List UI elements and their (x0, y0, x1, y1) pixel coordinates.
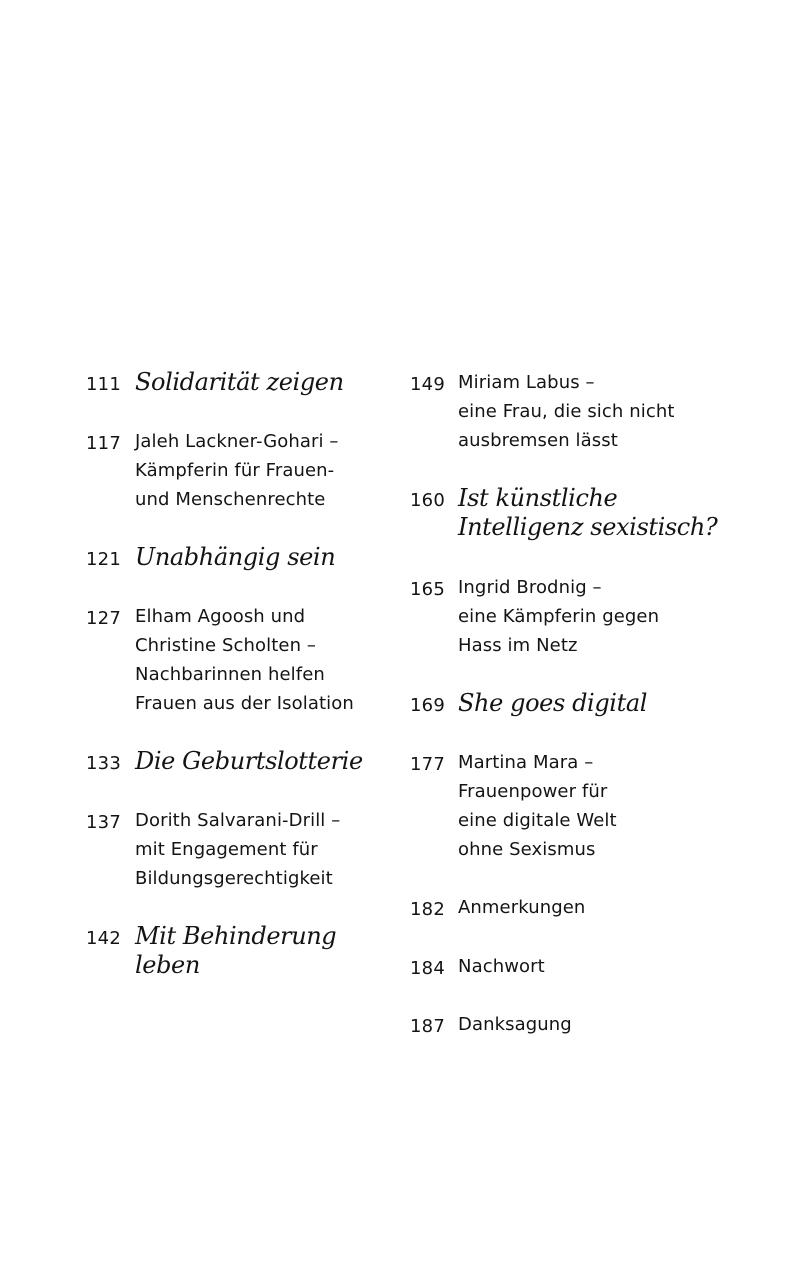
toc-title-line: Anmerkungen (458, 897, 586, 918)
toc-entry-title (458, 1010, 572, 1039)
toc-title-line: Christine Scholten – (135, 635, 317, 656)
toc-title-line: Martina Mara – (458, 752, 594, 773)
toc-page-number: 137 (86, 812, 121, 833)
toc-title-line: ohne Sexismus (458, 839, 596, 860)
toc-title-line: eine Kämpferin gegen (458, 606, 660, 627)
toc-title-line: Dorith Salvarani-Drill – (135, 810, 341, 831)
toc-entry-title (458, 573, 659, 660)
toc-page-number: 184 (410, 958, 445, 979)
toc-entry-title (458, 893, 585, 922)
toc-title-line: und Menschenrechte (135, 489, 326, 510)
toc-page-number: 169 (410, 695, 445, 716)
toc-page-number: 149 (410, 374, 445, 395)
toc-title-line: Unabhängig sein (135, 543, 336, 571)
toc-title-line: Frauenpower für (458, 781, 608, 802)
toc-title-line: Kämpferin für Frauen- (135, 460, 335, 481)
toc-title-line: Mit Behinderung (135, 922, 337, 950)
toc-page-number: 182 (410, 899, 445, 920)
toc-title-line: Ingrid Brodnig – (458, 577, 602, 598)
toc-chapter-title (458, 484, 717, 542)
toc-title-line: eine digitale Welt (458, 810, 617, 831)
toc-title-line: Elham Agoosh und (135, 606, 306, 627)
toc-page-number: 160 (410, 490, 445, 511)
toc-title-line: eine Frau, die sich nicht (458, 401, 675, 422)
toc-page-number: 165 (410, 579, 445, 600)
toc-page-number: 187 (410, 1016, 445, 1037)
toc-page-number: 133 (86, 753, 121, 774)
toc-title-line: Nachwort (458, 956, 545, 977)
toc-title-line: Nachbarinnen helfen (135, 664, 325, 685)
toc-title-line: Die Geburtslotterie (135, 747, 363, 775)
toc-page-number: 142 (86, 928, 121, 949)
toc-page-number: 177 (410, 754, 445, 775)
toc-title-line: Ist künstliche (458, 484, 618, 512)
toc-title-line: Bildungsgerechtigkeit (135, 868, 333, 889)
toc-title-line: Danksagung (458, 1014, 572, 1035)
toc-page-number: 127 (86, 608, 121, 629)
toc-title-line: Hass im Netz (458, 635, 578, 656)
toc-page-number: 111 (86, 374, 121, 395)
toc-title-line: Miriam Labus – (458, 372, 595, 393)
toc-title-line: Intelligenz sexistisch? (458, 513, 718, 541)
toc-page-number: 121 (86, 549, 121, 570)
toc-entry-title (458, 368, 675, 455)
toc-title-line: She goes digital (458, 689, 647, 717)
toc-title-line: ausbremsen lässt (458, 430, 618, 451)
toc-title-line: leben (135, 951, 200, 979)
toc-entry-title (458, 952, 545, 981)
toc-entry-title (458, 748, 617, 864)
toc-title-line: Jaleh Lackner-Gohari – (135, 431, 339, 452)
toc-title-line: mit Engagement für (135, 839, 318, 860)
toc-title-line: Solidarität zeigen (135, 368, 344, 396)
toc-page-number: 117 (86, 433, 121, 454)
toc-chapter-title (458, 689, 647, 718)
toc-title-line: Frauen aus der Isolation (135, 693, 354, 714)
